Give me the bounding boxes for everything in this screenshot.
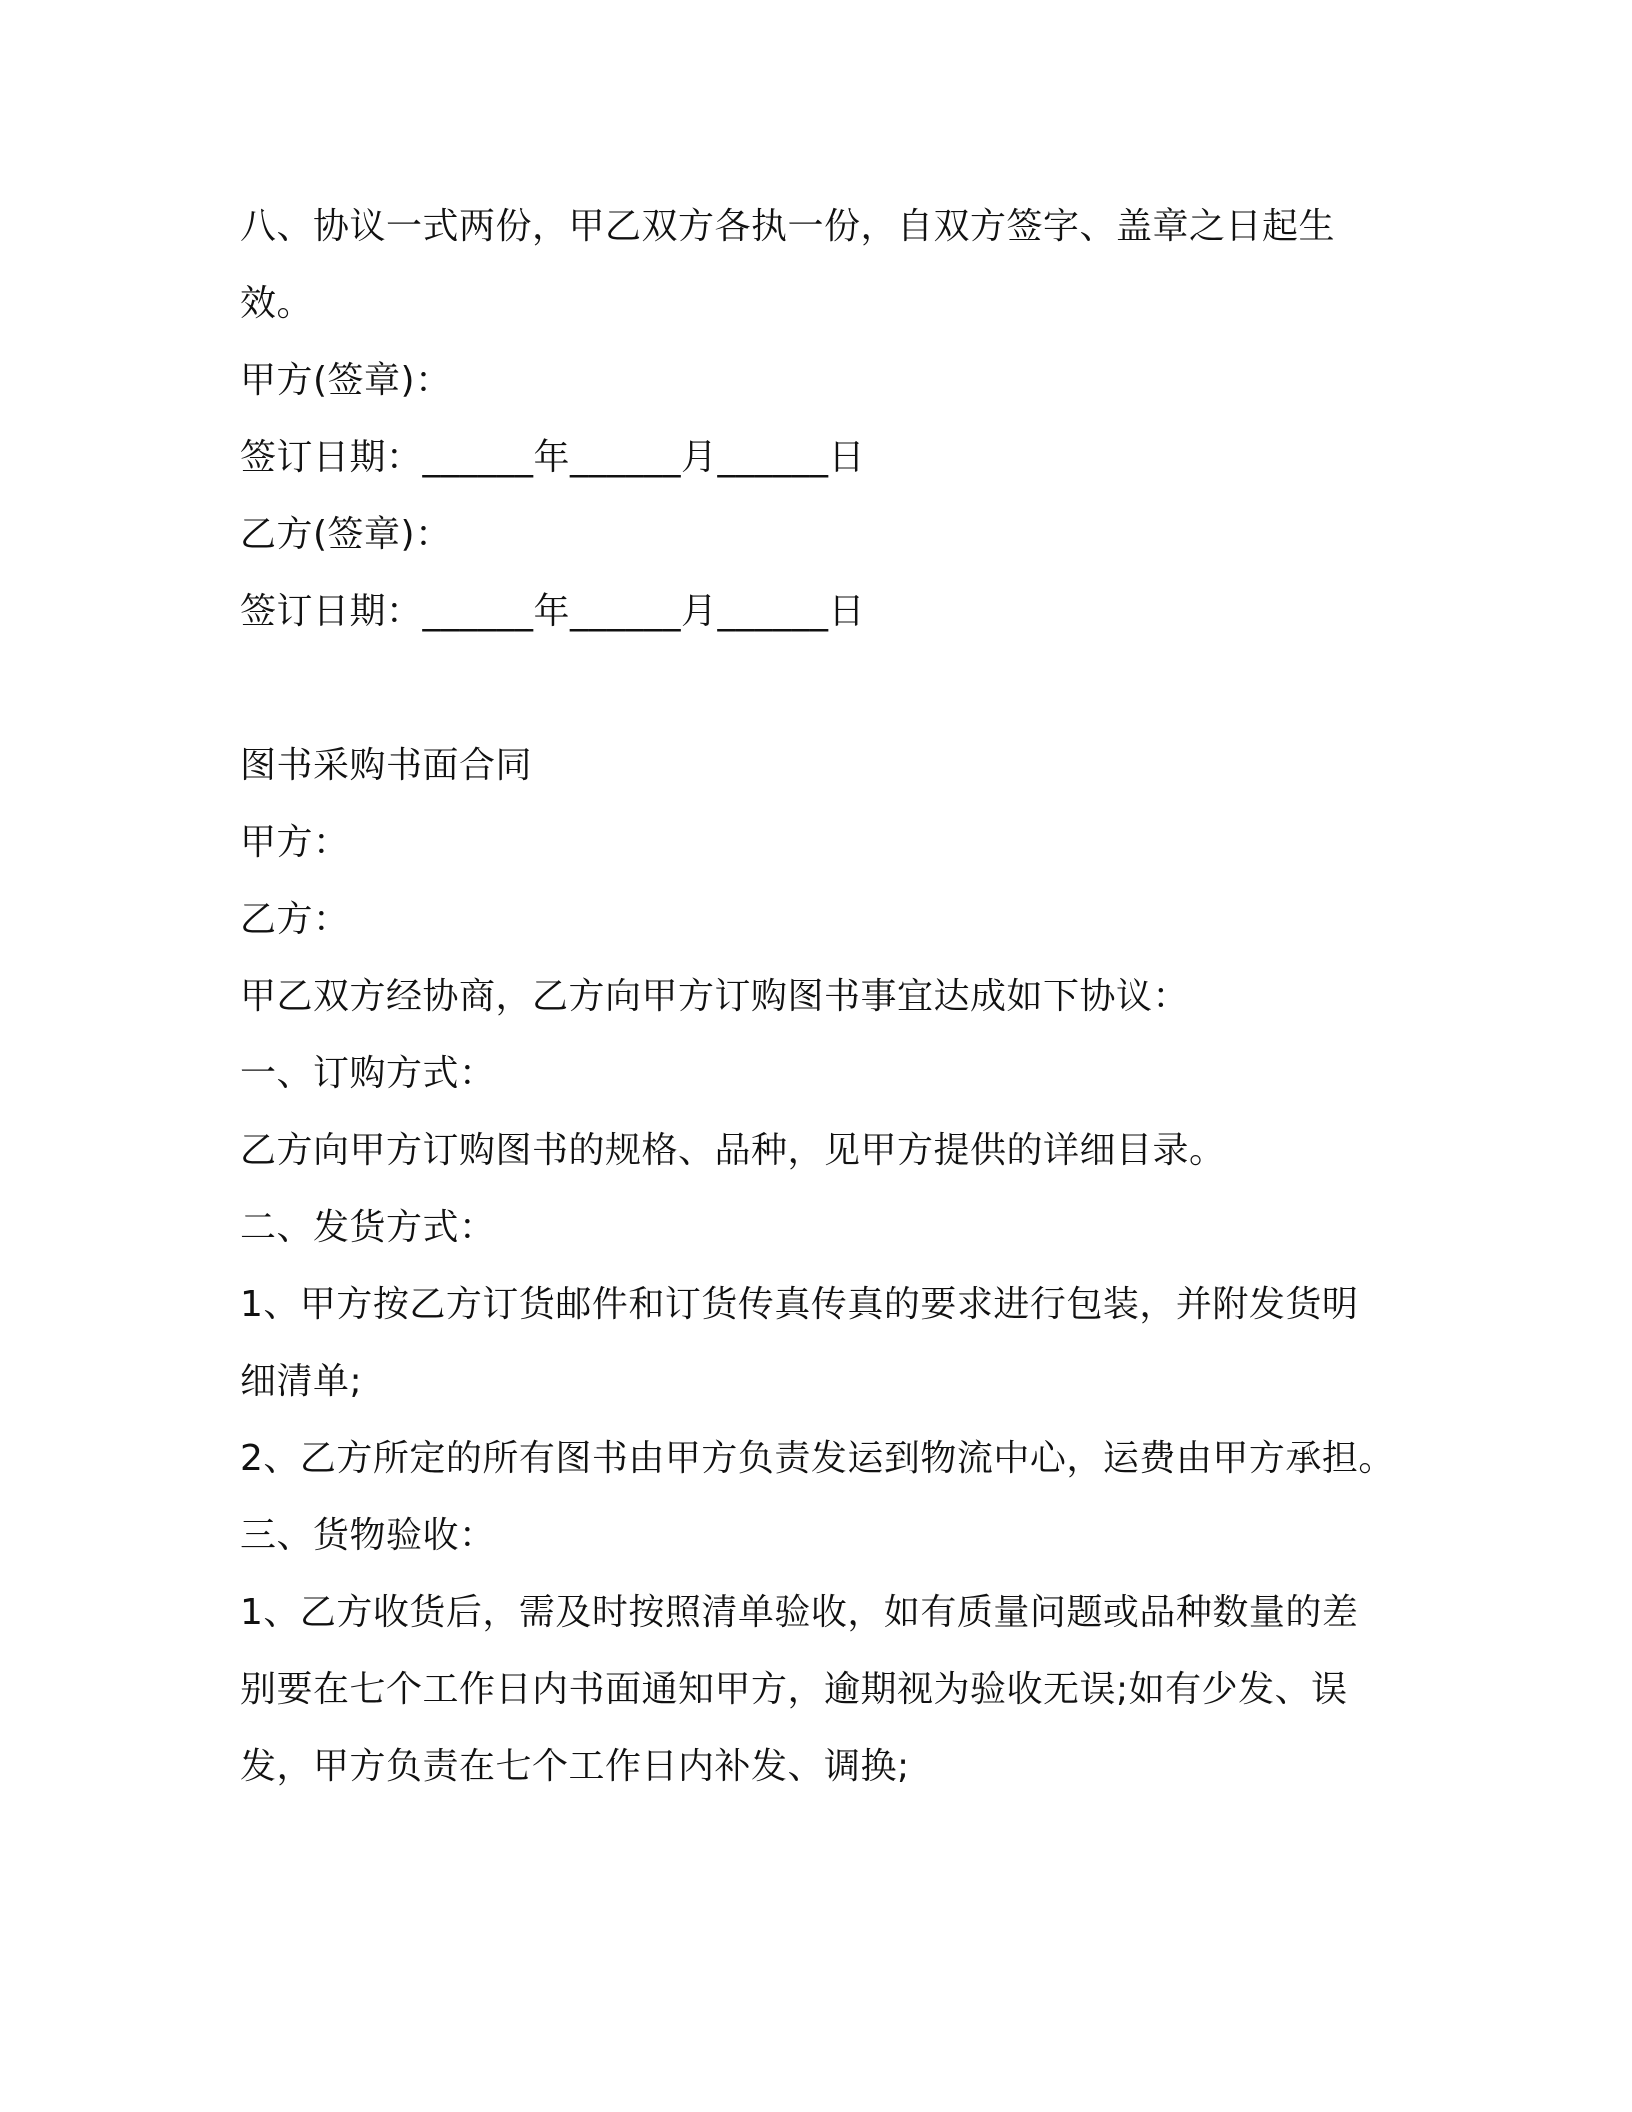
party-a-sign-date: 签订日期：______年______月______日	[240, 437, 866, 478]
section-2-item-1-line-1: 1、甲方按乙方订货邮件和订货传真传真的要求进行包装，并附发货明	[240, 1284, 1359, 1325]
section-3-item-1-line-2: 别要在七个工作日内书面通知甲方，逾期视为验收无误;如有少发、误	[240, 1669, 1348, 1710]
party-a-label: 甲方：	[240, 822, 350, 863]
party-a-signature: 甲方(签章)：	[240, 360, 452, 401]
section-3-heading: 三、货物验收：	[240, 1515, 496, 1556]
party-b-sign-date: 签订日期：______年______月______日	[240, 591, 866, 632]
section-2-item-1-line-2: 细清单;	[240, 1361, 363, 1402]
section-2-heading: 二、发货方式：	[240, 1207, 496, 1248]
section-1-text: 乙方向甲方订购图书的规格、品种，见甲方提供的详细目录。	[240, 1130, 1226, 1171]
agreement-intro: 甲乙双方经协商，乙方向甲方订购图书事宜达成如下协议：	[240, 976, 1190, 1017]
section-2-item-2: 2、乙方所定的所有图书由甲方负责发运到物流中心，运费由甲方承担。	[240, 1438, 1395, 1479]
document-body	[240, 188, 1410, 1805]
clause-8-line-1: 八、协议一式两份，甲乙双方各执一份，自双方签字、盖章之日起生	[240, 206, 1336, 247]
clause-8-line-2: 效。	[240, 283, 314, 324]
section-3-item-1-line-3: 发，甲方负责在七个工作日内补发、调换;	[240, 1746, 910, 1787]
contract-title: 图书采购书面合同	[240, 745, 533, 786]
section-1-heading: 一、订购方式：	[240, 1053, 496, 1094]
party-b-signature: 乙方(签章)：	[240, 514, 452, 555]
section-3-item-1-line-1: 1、乙方收货后，需及时按照清单验收，如有质量问题或品种数量的差	[240, 1592, 1359, 1633]
party-b-label: 乙方：	[240, 899, 350, 940]
section-spacer	[240, 650, 1410, 727]
